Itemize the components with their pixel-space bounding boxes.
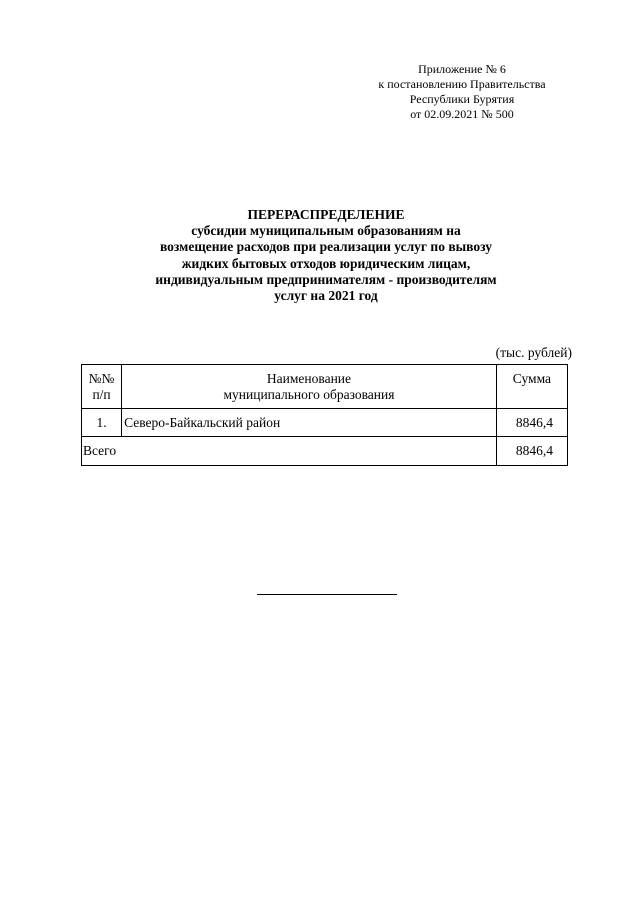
- header-name-line-2: муниципального образования: [223, 387, 395, 402]
- header-number-line-1: №№: [88, 371, 115, 386]
- header-sum: Сумма: [496, 365, 567, 409]
- header-name-line-1: Наименование: [266, 371, 352, 386]
- subsidy-table: [81, 364, 568, 466]
- appendix-decree-ref: к постановлению Правительства: [378, 77, 546, 91]
- title-line-2: субсидии муниципальным образованиям на: [191, 223, 461, 239]
- title-line-6: услуг на 2021 год: [274, 288, 378, 304]
- row-municipality: Северо-Байкальский район: [122, 409, 497, 437]
- row-number: 1.: [82, 409, 122, 437]
- appendix-number: Приложение № 6: [418, 62, 506, 76]
- table-total-row: [82, 437, 568, 466]
- total-label: Всего: [82, 437, 497, 466]
- header-number-line-2: п/п: [92, 387, 111, 402]
- header-name: [122, 365, 497, 409]
- total-sum: 8846,4: [496, 437, 567, 466]
- title-line-4: жидких бытовых отходов юридическим лицам,: [181, 255, 471, 271]
- header-number: [82, 365, 122, 409]
- row-sum: 8846,4: [496, 409, 567, 437]
- table-header-row: [82, 365, 568, 409]
- appendix-issuer: Республики Бурятия: [409, 92, 515, 106]
- closing-divider: [257, 594, 397, 595]
- title-line-1: ПЕРЕРАСПРЕДЕЛЕНИЕ: [247, 207, 405, 222]
- units-note: (тыс. рублей): [495, 345, 572, 360]
- document-title: [0, 207, 640, 304]
- title-line-3: возмещение расходов при реализации услуг по вывозу: [159, 239, 493, 255]
- table-row: [82, 409, 568, 437]
- appendix-header: [352, 62, 572, 122]
- appendix-date: от 02.09.2021 № 500: [410, 107, 514, 121]
- title-line-5: индивидуальным предпринимателям - производителям: [155, 271, 497, 287]
